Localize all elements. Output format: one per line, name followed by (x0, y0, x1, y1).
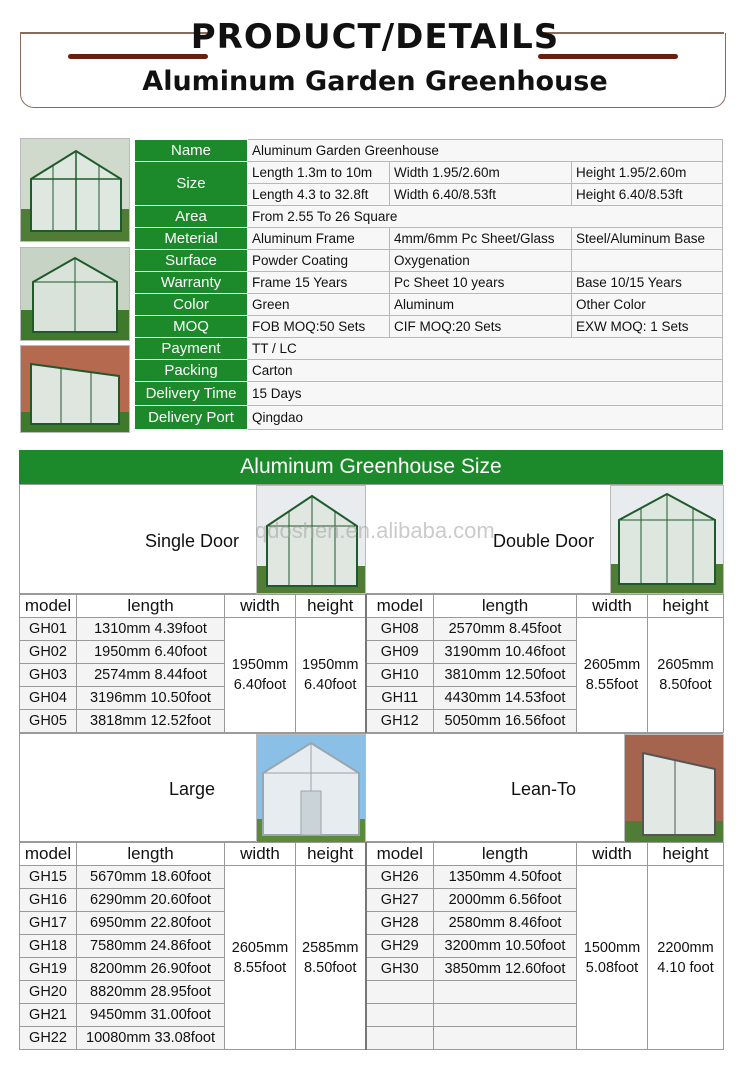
delivery-time-label: Delivery Time (135, 382, 248, 406)
model-cell: GH11 (366, 687, 434, 710)
length-cell: 8200mm 26.90foot (77, 958, 225, 981)
size-table-door (19, 594, 724, 733)
col-height: height (296, 595, 366, 618)
width-cell: 2605mm 8.55foot (225, 866, 296, 1050)
color-cell: Aluminum (390, 294, 572, 316)
size-cell: Length 4.3 to 32.8ft (248, 184, 390, 206)
length-cell: 3818mm 12.52foot (77, 710, 225, 733)
col-length: length (77, 595, 225, 618)
double-door-photo (610, 485, 724, 594)
double-door-label: Double Door (493, 531, 595, 551)
moq-cell: FOB MOQ:50 Sets (248, 316, 390, 338)
model-cell: GH01 (20, 618, 77, 641)
model-cell: GH22 (20, 1027, 77, 1050)
length-cell: 3196mm 10.50foot (77, 687, 225, 710)
size-section-title: Aluminum Greenhouse Size (19, 450, 723, 484)
payment-label: Payment (135, 338, 248, 360)
length-cell: 7580mm 24.86foot (77, 935, 225, 958)
large-greenhouse-photo (256, 734, 366, 843)
surface-cell: Powder Coating (248, 250, 390, 272)
length-cell: 1950mm 6.40foot (77, 641, 225, 664)
greenhouse-photo-3 (20, 345, 130, 433)
col-model: model (20, 595, 77, 618)
model-cell: GH10 (366, 664, 434, 687)
watermark-text: qdoshen.en.alibaba.com (255, 518, 495, 543)
col-height: height (648, 843, 724, 866)
length-cell: 2000mm 6.56foot (434, 889, 577, 912)
model-cell: GH04 (20, 687, 77, 710)
length-cell: 5670mm 18.60foot (77, 866, 225, 889)
col-model: model (20, 843, 77, 866)
surface-label: Surface (135, 250, 248, 272)
single-door-label: Single Door (145, 531, 240, 551)
model-cell: GH20 (20, 981, 77, 1004)
col-width: width (225, 843, 296, 866)
color-cell: Green (248, 294, 390, 316)
size-cell: Height 6.40/8.53ft (572, 184, 723, 206)
model-cell: GH29 (366, 935, 434, 958)
model-cell: GH08 (366, 618, 434, 641)
packing-value: Carton (248, 360, 723, 382)
height-cell: 2200mm 4.10 foot (648, 866, 724, 1050)
warranty-cell: Pc Sheet 10 years (390, 272, 572, 294)
length-cell: 1310mm 4.39foot (77, 618, 225, 641)
length-cell: 9450mm 31.00foot (77, 1004, 225, 1027)
delivery-time-value: 15 Days (248, 382, 723, 406)
color-label: Color (135, 294, 248, 316)
col-model: model (366, 595, 434, 618)
length-cell: 2570mm 8.45foot (434, 618, 577, 641)
greenhouse-photo-1 (20, 138, 130, 242)
leanto-label: Lean-To (511, 779, 577, 799)
area-label: Area (135, 206, 248, 228)
size-cell: Width 1.95/2.60m (390, 162, 572, 184)
warranty-cell: Frame 15 Years (248, 272, 390, 294)
width-cell: 1950mm 6.40foot (225, 618, 296, 733)
length-cell: 3810mm 12.50foot (434, 664, 577, 687)
model-cell: GH27 (366, 889, 434, 912)
size-cell: Length 1.3m to 10m (248, 162, 390, 184)
length-cell (434, 1004, 577, 1027)
length-cell: 6290mm 20.60foot (77, 889, 225, 912)
area-value: From 2.55 To 26 Square (248, 206, 723, 228)
model-cell: GH26 (366, 866, 434, 889)
col-length: length (434, 843, 577, 866)
col-length: length (434, 595, 577, 618)
packing-label: Packing (135, 360, 248, 382)
col-width: width (577, 843, 648, 866)
model-cell (366, 981, 434, 1004)
delivery-port-label: Delivery Port (135, 406, 248, 430)
size-cell: Height 1.95/2.60m (572, 162, 723, 184)
length-cell: 2574mm 8.44foot (77, 664, 225, 687)
col-height: height (648, 595, 724, 618)
length-cell: 6950mm 22.80foot (77, 912, 225, 935)
warranty-label: Warranty (135, 272, 248, 294)
model-cell: GH30 (366, 958, 434, 981)
length-cell: 10080mm 33.08foot (77, 1027, 225, 1050)
height-cell: 2605mm 8.50foot (648, 618, 724, 733)
meterial-label: Meterial (135, 228, 248, 250)
length-cell: 3850mm 12.60foot (434, 958, 577, 981)
length-cell: 3200mm 10.50foot (434, 935, 577, 958)
delivery-port-value: Qingdao (248, 406, 723, 430)
col-height: height (296, 843, 366, 866)
color-cell: Other Color (572, 294, 723, 316)
length-cell: 4430mm 14.53foot (434, 687, 577, 710)
length-cell (434, 1027, 577, 1050)
moq-cell: CIF MOQ:20 Sets (390, 316, 572, 338)
model-cell: GH09 (366, 641, 434, 664)
large-leanto-band (19, 733, 723, 842)
name-value: Aluminum Garden Greenhouse (248, 140, 723, 162)
length-cell: 2580mm 8.46foot (434, 912, 577, 935)
model-cell: GH05 (20, 710, 77, 733)
model-cell: GH19 (20, 958, 77, 981)
model-cell: GH12 (366, 710, 434, 733)
width-cell: 1500mm 5.08foot (577, 866, 648, 1050)
length-cell: 1350mm 4.50foot (434, 866, 577, 889)
length-cell: 5050mm 16.56foot (434, 710, 577, 733)
height-cell: 1950mm 6.40foot (296, 618, 366, 733)
length-cell: 8820mm 28.95foot (77, 981, 225, 1004)
meterial-cell: Aluminum Frame (248, 228, 390, 250)
size-label: Size (135, 162, 248, 206)
col-width: width (577, 595, 648, 618)
model-cell: GH15 (20, 866, 77, 889)
model-cell: GH02 (20, 641, 77, 664)
model-cell: GH18 (20, 935, 77, 958)
moq-cell: EXW MOQ: 1 Sets (572, 316, 723, 338)
col-model: model (366, 843, 434, 866)
details-table (134, 139, 723, 430)
length-cell: 3190mm 10.46foot (434, 641, 577, 664)
leanto-photo (624, 734, 724, 843)
col-length: length (77, 843, 225, 866)
meterial-cell: 4mm/6mm Pc Sheet/Glass (390, 228, 572, 250)
model-cell: GH17 (20, 912, 77, 935)
meterial-cell: Steel/Aluminum Base (572, 228, 723, 250)
page-title: PRODUCT/DETAILS (190, 17, 560, 57)
model-cell (366, 1027, 434, 1050)
large-label: Large (169, 779, 216, 799)
greenhouse-photo-2 (20, 247, 130, 341)
model-cell: GH03 (20, 664, 77, 687)
height-cell: 2585mm 8.50foot (296, 866, 366, 1050)
payment-value: TT / LC (248, 338, 723, 360)
surface-cell (572, 250, 723, 272)
model-cell: GH21 (20, 1004, 77, 1027)
col-width: width (225, 595, 296, 618)
width-cell: 2605mm 8.55foot (577, 618, 648, 733)
surface-cell: Oxygenation (390, 250, 572, 272)
length-cell (434, 981, 577, 1004)
page-subtitle: Aluminum Garden Greenhouse (142, 66, 608, 97)
size-cell: Width 6.40/8.53ft (390, 184, 572, 206)
model-cell (366, 1004, 434, 1027)
warranty-cell: Base 10/15 Years (572, 272, 723, 294)
size-table-large (19, 842, 724, 1050)
moq-label: MOQ (135, 316, 248, 338)
model-cell: GH28 (366, 912, 434, 935)
name-label: Name (135, 140, 248, 162)
model-cell: GH16 (20, 889, 77, 912)
